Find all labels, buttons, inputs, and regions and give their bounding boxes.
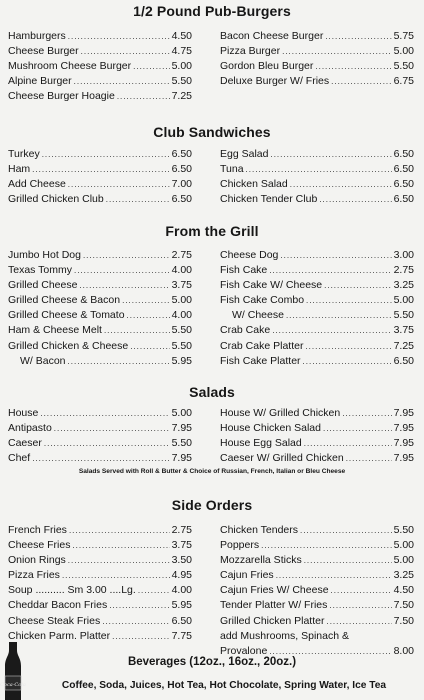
menu-item — [220, 553, 414, 568]
menu-item — [220, 598, 414, 613]
menu-item-price: 6.50 — [393, 163, 414, 176]
menu-item-price: 7.95 — [393, 452, 414, 465]
menu-item — [220, 568, 414, 583]
menu-item-price: 7.00 — [171, 178, 192, 191]
dot-leader — [69, 523, 170, 538]
dot-leader — [104, 323, 170, 338]
menu-item-name: Provalone — [220, 644, 268, 657]
menu-item — [220, 614, 414, 629]
menu-item — [8, 354, 192, 369]
menu-item — [220, 29, 414, 44]
menu-item-name: Ham — [8, 163, 31, 176]
menu-item-price: 6.50 — [171, 193, 192, 206]
dot-leader — [127, 308, 170, 323]
menu-item — [8, 59, 192, 74]
dot-leader — [306, 293, 392, 308]
dot-leader — [324, 278, 391, 293]
menu-item — [220, 44, 414, 59]
menu-item-price: 3.25 — [393, 279, 414, 292]
menu-item-price: 5.75 — [393, 30, 414, 42]
dot-leader — [326, 614, 391, 629]
menu-item — [8, 614, 192, 629]
menu-item — [220, 583, 414, 598]
menu-item-name: Jumbo Hot Dog — [8, 249, 81, 261]
menu-item — [8, 177, 192, 192]
menu-item — [8, 629, 192, 644]
menu-item-price: 6.50 — [171, 163, 192, 176]
menu-item-price: 5.50 — [393, 524, 414, 536]
menu-item — [8, 29, 192, 44]
menu-item-price: 5.50 — [171, 339, 192, 352]
menu-item-price: 4.00 — [171, 309, 192, 322]
menu-item-name: House Chicken Salad — [220, 422, 321, 435]
burgers-right-column — [220, 29, 414, 89]
menu-item — [220, 451, 414, 466]
dot-leader — [68, 354, 170, 369]
menu-item — [8, 192, 192, 207]
menu-item-name: Pizza Fries — [8, 569, 60, 582]
menu-item — [8, 523, 192, 538]
dot-leader — [323, 421, 392, 436]
menu-item-name: Crab Cake — [220, 324, 271, 337]
menu-item-price: 3.75 — [393, 324, 414, 337]
menu-item — [220, 308, 414, 323]
dot-leader — [272, 323, 391, 338]
menu-item-name: Chicken Parm. Platter — [8, 629, 111, 642]
menu-item-price: 6.75 — [393, 75, 414, 88]
menu-item-price: 7.50 — [393, 614, 414, 627]
menu-item — [8, 293, 192, 308]
menu-item-name: Cheese Burger — [8, 45, 79, 58]
menu-item — [220, 177, 414, 192]
menu-item-name: Add Cheese — [8, 178, 66, 191]
menu-item-name: Chicken Tender Club — [220, 193, 318, 206]
dot-leader — [32, 451, 169, 466]
menu-item — [8, 74, 192, 89]
menu-item-name: Ham & Cheese Melt — [8, 324, 102, 337]
grill-left-column — [8, 248, 192, 369]
menu-item-price: 5.95 — [171, 354, 192, 367]
menu-item-name: Cajun Fries — [220, 569, 274, 582]
salads-left-column — [8, 406, 192, 466]
menu-item-name: Turkey — [8, 148, 40, 160]
dot-leader — [286, 308, 392, 323]
menu-item — [220, 147, 414, 162]
menu-item-price: 5.50 — [393, 60, 414, 73]
dot-leader — [68, 29, 170, 44]
dot-leader — [122, 293, 170, 308]
menu-item-name: Grilled Chicken & Cheese — [8, 339, 129, 352]
menu-item-price: 5.00 — [393, 539, 414, 552]
dot-leader — [331, 74, 391, 89]
club-left-column — [8, 147, 192, 207]
menu-item — [8, 323, 192, 338]
menu-item-name: Pizza Burger — [220, 45, 281, 58]
menu-item-price: 3.50 — [171, 554, 192, 567]
dot-leader — [102, 614, 169, 629]
menu-item-name: W/ Bacon — [20, 354, 66, 367]
sides-right-column — [220, 523, 414, 659]
menu-item — [220, 436, 414, 451]
menu-item — [220, 406, 414, 421]
menu-item — [8, 568, 192, 583]
club-right-column — [220, 147, 414, 207]
menu-item — [220, 162, 414, 177]
menu-item-price: 5.00 — [393, 45, 414, 58]
menu-item — [220, 629, 414, 644]
menu-item-price: 5.00 — [393, 294, 414, 307]
dot-leader — [62, 568, 170, 583]
menu-item-name: Cajun Fries W/ Cheese — [220, 584, 329, 597]
salads-note: Salads Served with Roll & Butter & Choice of Russian, French, Italian or Bleu Cheese — [78, 468, 346, 475]
menu-item — [8, 162, 192, 177]
menu-item-name: Caeser W/ Grilled Chicken — [220, 452, 344, 465]
dot-leader — [303, 354, 392, 369]
beverages-title: Beverages (12oz., 16oz., 20oz.) — [127, 656, 297, 668]
dot-leader — [270, 147, 391, 162]
menu-item-price: 5.00 — [171, 294, 192, 307]
menu-item-name: Caeser — [8, 437, 42, 450]
menu-item-price: 7.75 — [171, 629, 192, 642]
dot-leader — [319, 192, 391, 207]
menu-item-name: Cheese Fries — [8, 539, 71, 552]
dot-leader — [269, 263, 391, 278]
menu-item-name: Hamburgers — [8, 30, 66, 42]
menu-item-name: Cheese Burger Hoagie — [8, 90, 115, 103]
menu-item-price: 5.00 — [171, 407, 192, 419]
dot-leader — [315, 59, 391, 74]
menu-item-name: Mushroom Cheese Burger — [8, 60, 132, 73]
burgers-title: 1/2 Pound Pub-Burgers — [133, 3, 291, 19]
menu-item-name: Cheddar Bacon Fries — [8, 599, 108, 612]
menu-item — [8, 339, 192, 354]
menu-item-price: 4.75 — [171, 45, 192, 58]
menu-item-price: 6.50 — [393, 148, 414, 160]
menu-item — [220, 263, 414, 278]
menu-item-price: 7.95 — [393, 437, 414, 450]
dot-leader — [68, 553, 170, 568]
dot-leader — [44, 436, 170, 451]
dot-leader — [133, 59, 169, 74]
menu-item-price: 4.00 — [171, 264, 192, 277]
menu-item-name: House — [8, 407, 39, 419]
menu-item-name: Chicken Tenders — [220, 524, 299, 536]
dot-leader — [72, 538, 169, 553]
menu-item-price: 6.50 — [393, 178, 414, 191]
menu-item-price: 5.50 — [171, 437, 192, 450]
menu-item-name: Onion Rings — [8, 554, 66, 567]
menu-item-price: 7.25 — [171, 90, 192, 103]
menu-item-name: Texas Tommy — [8, 264, 72, 277]
menu-item-name: House W/ Grilled Chicken — [220, 407, 341, 419]
dot-leader — [112, 629, 169, 644]
menu-item — [8, 147, 192, 162]
dot-leader — [32, 162, 169, 177]
menu-item-price: 2.75 — [393, 264, 414, 277]
menu-item-name: Mozzarella Sticks — [220, 554, 302, 567]
menu-item-price: 3.25 — [393, 569, 414, 582]
beverages-list: Coffee, Soda, Juices, Hot Tea, Hot Chocolate, Spring Water, Ice Tea — [61, 680, 387, 691]
dot-leader — [79, 278, 169, 293]
menu-item-price: 4.50 — [171, 30, 192, 42]
menu-item-price: 5.50 — [393, 309, 414, 322]
menu-item — [220, 339, 414, 354]
menu-item-price: 5.00 — [171, 60, 192, 73]
dot-leader — [74, 263, 170, 278]
salads-right-column — [220, 406, 414, 466]
dot-leader — [42, 147, 170, 162]
menu-item — [220, 278, 414, 293]
dot-leader — [304, 436, 392, 451]
dot-leader — [304, 553, 392, 568]
dot-leader — [74, 74, 170, 89]
menu-item-name: Grilled Cheese — [8, 279, 78, 292]
menu-item — [220, 523, 414, 538]
dot-leader — [109, 598, 169, 613]
menu-item-price: 7.95 — [393, 422, 414, 435]
club-sandwiches-title: Club Sandwiches — [153, 124, 271, 140]
menu-item-name: Egg Salad — [220, 148, 269, 160]
menu-item-name: Fish Cake — [220, 264, 268, 277]
menu-item-price: 5.50 — [171, 75, 192, 88]
menu-item-price: 4.50 — [393, 584, 414, 597]
menu-item — [8, 89, 192, 104]
menu-item — [220, 74, 414, 89]
menu-item-name: Grilled Chicken Platter — [220, 614, 325, 627]
menu-item-price: 5.50 — [171, 324, 192, 337]
menu-item-name: Alpine Burger — [8, 75, 72, 88]
dot-leader — [68, 177, 170, 192]
menu-item — [220, 538, 414, 553]
menu-item-name: Grilled Cheese & Bacon — [8, 294, 121, 307]
dot-leader — [331, 583, 392, 598]
menu-item — [8, 553, 192, 568]
dot-leader — [342, 406, 391, 421]
menu-item-price: 8.00 — [393, 644, 414, 657]
menu-item-name: Fish Cake Combo — [220, 294, 305, 307]
menu-item-price: 3.00 — [393, 249, 414, 261]
dot-leader — [81, 44, 170, 59]
menu-item — [8, 278, 192, 293]
menu-item — [220, 192, 414, 207]
grill-right-column — [220, 248, 414, 369]
menu-item-price: 4.00 — [171, 584, 192, 597]
menu-item-price: 7.25 — [393, 339, 414, 352]
menu-item-name: Chicken Salad — [220, 178, 288, 191]
menu-item-price: 6.50 — [171, 148, 192, 160]
menu-item-name: French Fries — [8, 524, 67, 536]
dot-leader — [346, 451, 392, 466]
menu-item-name: House Egg Salad — [220, 437, 302, 450]
menu-item-price: 5.00 — [393, 554, 414, 567]
grill-title: From the Grill — [165, 223, 259, 239]
dot-leader — [276, 568, 392, 583]
menu-item-price: 7.50 — [393, 599, 414, 612]
menu-item — [220, 293, 414, 308]
menu-item-price: 6.50 — [393, 354, 414, 367]
menu-item — [220, 59, 414, 74]
dot-leader — [325, 29, 391, 44]
cola-bottle-icon — [0, 642, 26, 700]
menu-item-price: 2.75 — [171, 524, 192, 536]
menu-item-name: Antipasto — [8, 422, 52, 435]
menu-item-name: Grilled Chicken Club — [8, 193, 104, 206]
menu-item — [8, 421, 192, 436]
menu-item-price: 2.75 — [171, 249, 192, 261]
dot-leader — [40, 406, 169, 421]
menu-item — [220, 248, 414, 263]
menu-item-name: Gordon Bleu Burger — [220, 60, 314, 73]
menu-item — [8, 436, 192, 451]
menu-item-name: Crab Cake Platter — [220, 339, 304, 352]
menu-item-price: 7.95 — [171, 452, 192, 465]
menu-item-price: 7.95 — [171, 422, 192, 435]
dot-leader — [261, 538, 391, 553]
menu-item-name: Fish Cake Platter — [220, 354, 301, 367]
dot-leader — [300, 523, 392, 538]
menu-item — [8, 308, 192, 323]
sides-left-column — [8, 523, 192, 644]
menu-item-name: Poppers — [220, 539, 260, 552]
dot-leader — [329, 598, 391, 613]
menu-item — [8, 583, 192, 598]
menu-item — [220, 323, 414, 338]
dot-leader — [83, 248, 170, 263]
menu-item-name: Cheese Steak Fries — [8, 614, 101, 627]
dot-leader — [280, 248, 391, 263]
menu-item-name: Bacon Cheese Burger — [220, 30, 324, 42]
bottle-logo-text: Coca-Cola — [0, 682, 26, 688]
menu-item-name: Grilled Cheese & Tomato — [8, 309, 125, 322]
menu-item-name: Soup .......... Sm 3.00 ....Lg. — [8, 584, 136, 597]
menu-item-name: Deluxe Burger W/ Fries — [220, 75, 330, 88]
dot-leader — [246, 162, 392, 177]
side-orders-title: Side Orders — [171, 497, 253, 513]
menu-item-price: 6.50 — [393, 193, 414, 206]
menu-item-price: 5.95 — [171, 599, 192, 612]
menu-item — [8, 44, 192, 59]
menu-item-name: Tuna — [220, 163, 244, 176]
dot-leader — [54, 421, 170, 436]
menu-item — [8, 538, 192, 553]
salads-title: Salads — [189, 384, 235, 400]
menu-item — [220, 421, 414, 436]
dot-leader — [290, 177, 392, 192]
menu-item — [8, 406, 192, 421]
menu-item-name: Tender Platter W/ Fries — [220, 599, 328, 612]
menu-item-name: Chef — [8, 452, 31, 465]
menu-item-price: 6.50 — [171, 614, 192, 627]
dot-leader — [305, 339, 391, 354]
menu-item-price: 4.95 — [171, 569, 192, 582]
menu-item-name: Fish Cake W/ Cheese — [220, 279, 323, 292]
menu-item — [8, 451, 192, 466]
menu-item — [8, 598, 192, 613]
menu-item — [220, 354, 414, 369]
menu-item-name: Cheese Dog — [220, 249, 279, 261]
menu-item-price: 3.75 — [171, 539, 192, 552]
dot-leader — [117, 89, 170, 104]
menu-item-name: W/ Cheese — [232, 309, 284, 322]
dot-leader — [138, 583, 170, 598]
dot-leader — [130, 339, 169, 354]
menu-item — [8, 263, 192, 278]
dot-leader — [106, 192, 170, 207]
burgers-left-column — [8, 29, 192, 104]
menu-item-name: add Mushrooms, Spinach & — [220, 629, 349, 642]
menu-item-price: 7.95 — [393, 407, 414, 419]
dot-leader — [282, 44, 391, 59]
menu-item — [8, 248, 192, 263]
menu-item-price: 3.75 — [171, 279, 192, 292]
